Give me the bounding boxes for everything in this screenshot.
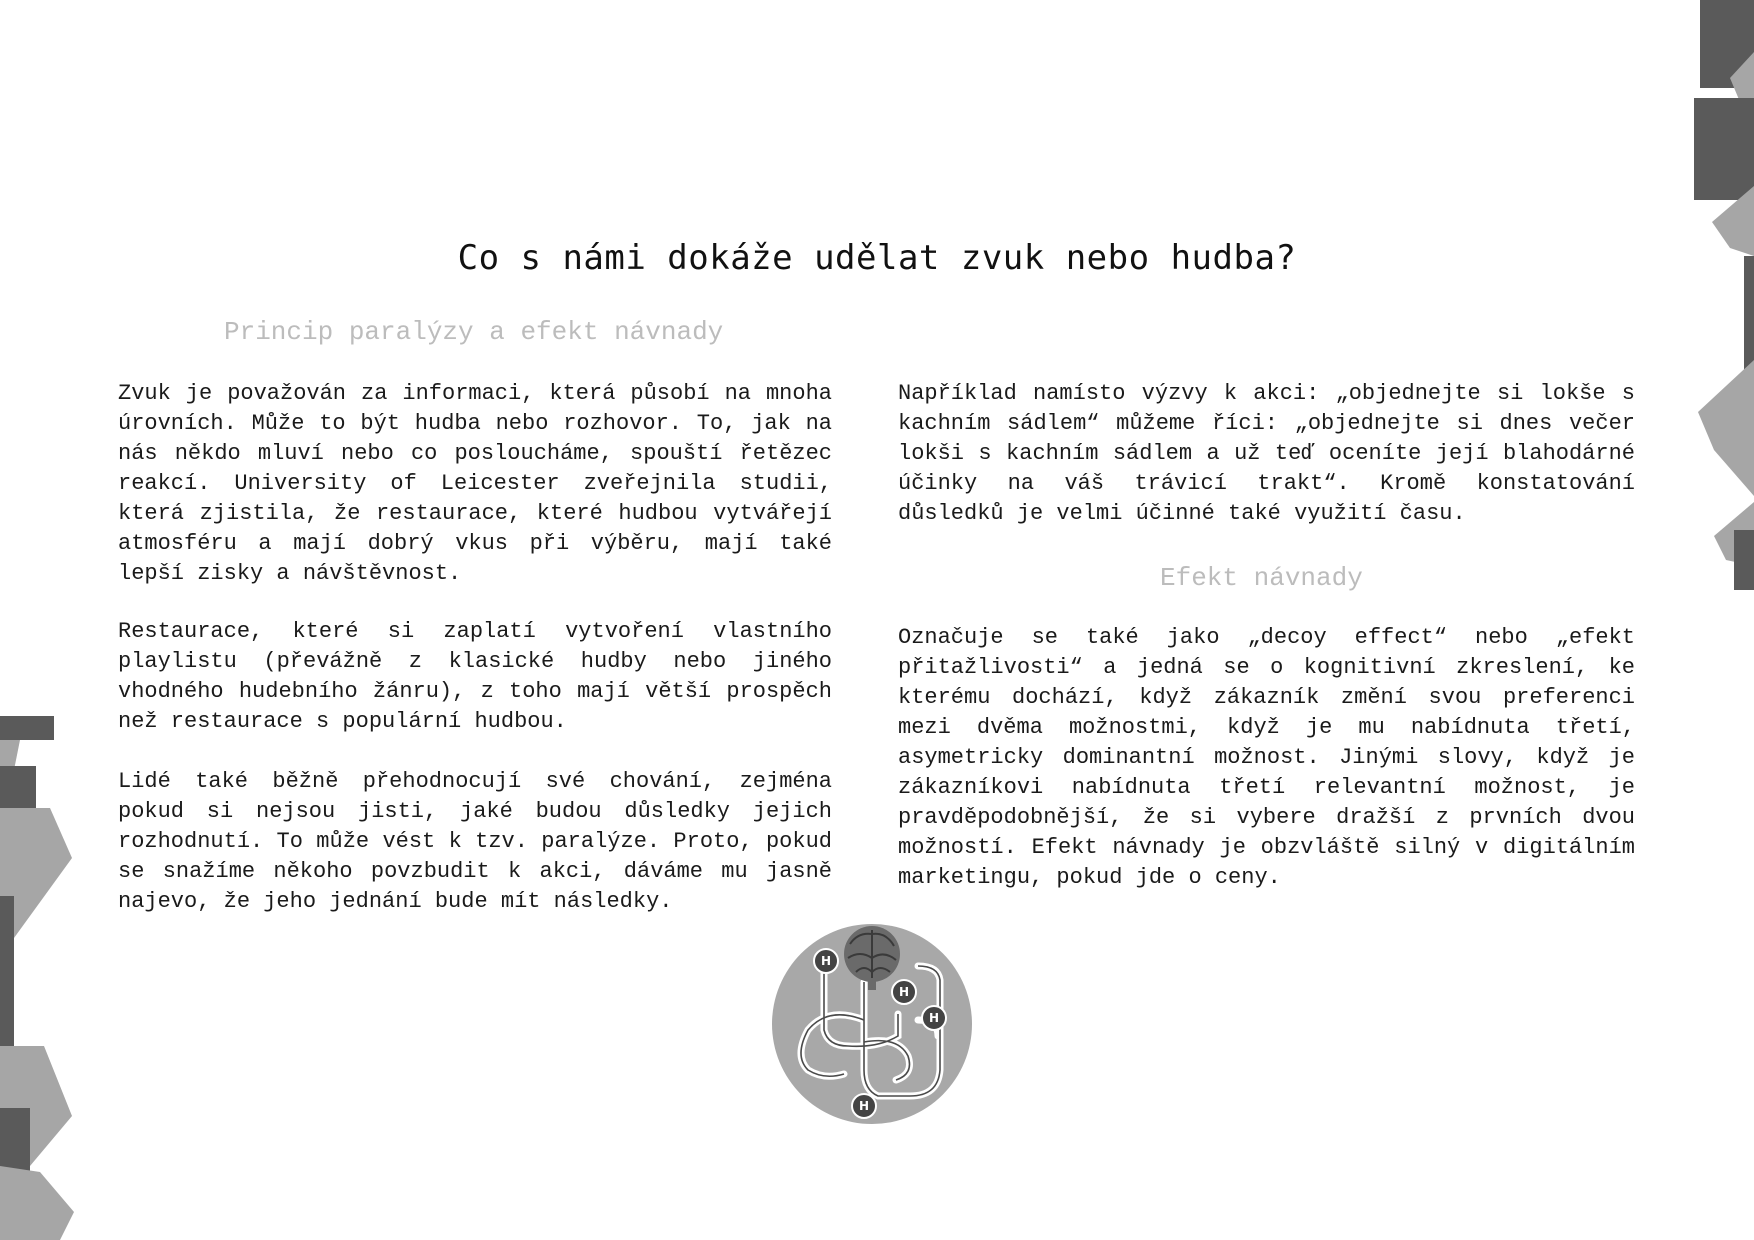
decor-right-shapes xyxy=(1690,0,1754,600)
maze-node xyxy=(892,980,916,1004)
maze-node-label: H xyxy=(858,1099,870,1113)
maze-node-label: H xyxy=(928,1011,940,1025)
maze-node-label: H xyxy=(898,985,910,999)
maze-node-label: H xyxy=(820,954,832,968)
paragraph-paralysis: Lidé také běžně přehodnocují své chování, zejména pokud si nejsou jisti, jaké budou důsledky jejich rozhodnutí. To může vést k tzv. paralýze. Proto, pokud se snažíme někoho povzbudit k akci, dáváme mu jasně najevo, že jeho jednání bude mít následky. xyxy=(118,769,832,914)
paragraph-restaurant-playlist: Restaurace, které si zaplatí vytvoření vlastního playlistu (převážně z klasické hudby nebo jiného vhodného hudebního žánru), z toho mají větší prospěch než restaurace s populární hudbou. xyxy=(118,619,832,734)
subheading-decoy-effect: Efekt návnady xyxy=(1160,563,1363,593)
paragraph-call-to-action-example: Například namísto výzvy k akci: „objednejte si lokše s kachním sádlem“ můžeme říci: „objednejte si dnes večer lokši s kachním sádlem a už teď oceníte její blahodárné účinky na váš trávicí trakt“. Kromě konstatování důsledků je velmi účinné také využití času. xyxy=(898,381,1635,526)
brain-maze-illustration xyxy=(768,920,976,1128)
decor-left-shapes xyxy=(0,716,76,1240)
maze-node xyxy=(922,1006,946,1030)
page-title: Co s námi dokáže udělat zvuk nebo hudba? xyxy=(457,238,1297,278)
subheading-paralysis: Princip paralýzy a efekt návnady xyxy=(224,317,724,347)
maze-node xyxy=(852,1094,876,1118)
paragraph-decoy-effect: Označuje se také jako „decoy effect“ nebo „efekt přitažlivosti“ a jedná se o kognitivní zkreslení, ke kterému dochází, když zákazník změní svou preferenci mezi dvěma možnostmi, když je mu nabídnuta třetí, asymetricky dominantní možnost. Jinými slovy, když je zákazníkovi nabídnuta třetí relevantní možnost, je pravděpodobnější, že si vybere dražší z prvních dvou možností. Efekt návnady je obzvláště silný v digitálním marketingu, pokud jde o ceny. xyxy=(898,625,1635,890)
maze-node xyxy=(814,949,838,973)
paragraph-sound-information: Zvuk je považován za informaci, která působí na mnoha úrovních. Může to být hudba nebo rozhovor. To, jak na nás někdo mluví nebo co posloucháme, spouští řetězec reakcí. University of Leicester zveřejnila studii, která zjistila, že restaurace, které hudbou vytvářejí atmosféru a mají dobrý vkus při výběru, mají také lepší zisky a návštěvnost. xyxy=(118,381,832,586)
